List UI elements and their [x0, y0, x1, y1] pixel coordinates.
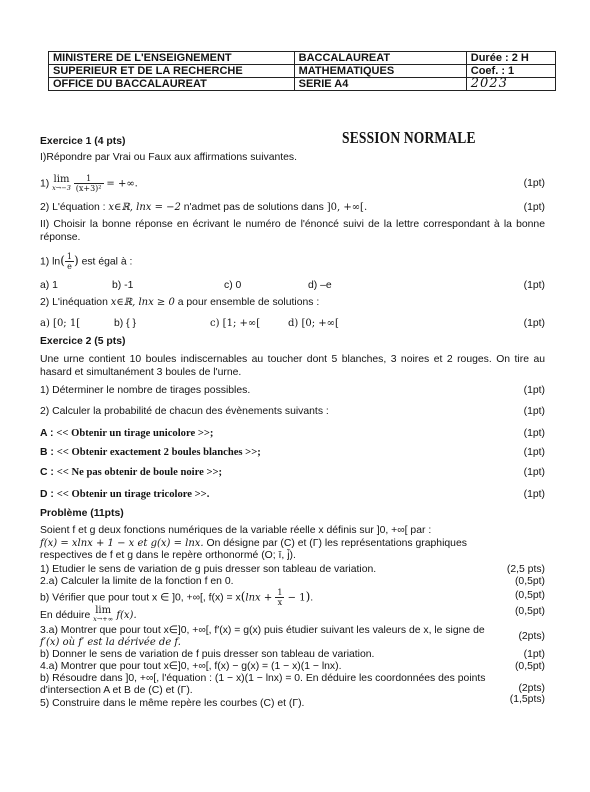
q3-text: est égal à :	[78, 256, 133, 268]
q2c-limit	[93, 606, 113, 624]
frac-den: e	[67, 262, 72, 271]
q-text: b) Donner le sens de variation de f puis dresser son tableau de variation.	[40, 649, 375, 660]
pb-q4a	[40, 661, 545, 674]
q-text: b) Vérifier que pour tout x ∈ ]0, +∞[, f(x) = x	[40, 592, 241, 604]
q-text: f′(x) où f′ est la dérivée de f.	[40, 637, 181, 648]
pb-q2b: b) Vérifier que pour tout x ∈ ]0, +∞[, f(x) = x(lnx + $\frac{1}{x}$ − 1). (0,5pt)	[40, 588, 545, 607]
pb-q2a	[40, 576, 545, 589]
ex2-intro: Une urne contient 10 boules indiscernables au toucher dont 5 blanches, 3 noires et 2 rouges. On tire au hasard et simultanément 3 boules de l'urne.	[40, 354, 545, 378]
ministry-line2: SUPERIEUR ET DE LA RECHERCHE	[49, 65, 295, 78]
points: (2,5 pts)	[506, 564, 545, 575]
ex1-q2	[40, 202, 545, 215]
choice: c) [1; +∞[	[210, 318, 261, 329]
ex1-part1-intro: I)Répondre par Vrai ou Faux aux affirmations suivantes.	[40, 152, 298, 163]
points: (1pt)	[523, 385, 545, 396]
q-math: − 1	[284, 592, 306, 604]
q1-limit	[52, 175, 71, 193]
pb-intro3: respectives de f et g dans le repère orthonormé (O; ī, j̄).	[40, 550, 296, 561]
q4-text: a pour ensemble de solutions :	[174, 297, 320, 308]
serie: SERIE A4	[294, 78, 466, 91]
points: (1pt)	[523, 649, 545, 660]
points: (1pt)	[523, 428, 545, 439]
q-text: 2.a) Calculer la limite de la fonction f en 0.	[40, 576, 234, 587]
pb-q4b: b) Résoudre dans ]0, +∞[, l'équation : (1 − x)(1 − lnx) = 0. En déduire les coordonnées des points	[40, 673, 486, 684]
points: (0,5pt)	[514, 590, 545, 601]
pb-functions: f(x) = xlnx + 1 − x et g(x) = lnx.	[40, 538, 204, 549]
q-text: 2) Calculer la probabilité de chacun des évènements suivants :	[40, 406, 329, 417]
frac-num: 1	[66, 252, 72, 261]
points: (1pt)	[523, 318, 545, 329]
pb-q3b	[40, 649, 545, 662]
pb-q3a: 3.a) Montrer que pour tout x∈]0, +∞[, f′(x) = g(x) puis étudier suivant les valeurs de x, le signe de	[40, 625, 485, 636]
points: (1pt)	[523, 406, 545, 417]
q-text: En déduire	[40, 609, 94, 621]
event-a	[40, 428, 545, 441]
office: OFFICE DU BACCALAUREAT	[49, 78, 295, 91]
choice: d) –e	[308, 280, 332, 291]
q-text: 4.a) Montrer que pour tout x∈]0, +∞[, f(x) − g(x) = (1 − x)(1 − lnx).	[40, 661, 342, 672]
points: (1,5pts)	[509, 694, 545, 705]
frac-num: 1	[277, 588, 283, 597]
ex2-q2	[40, 406, 545, 419]
ex2-q1	[40, 385, 545, 398]
q4-math: x∈ℝ, lnx ≥ 0	[110, 297, 175, 308]
points: (1pt)	[523, 467, 545, 478]
q-math: lnx +	[245, 592, 276, 604]
q1-number: 1)	[40, 178, 50, 190]
q-text: .	[310, 592, 314, 604]
session-title: SESSION NORMALE	[342, 128, 476, 147]
points: (1pt)	[523, 202, 545, 213]
exam-name: BACCALAUREAT	[294, 52, 466, 65]
pb-intro1: Soient f et g deux fonctions numériques de la variable réelle x définis sur ]0, +∞[ par :	[40, 525, 432, 536]
coefficient: Coef. : 1	[466, 65, 555, 78]
points: (1pt)	[523, 178, 545, 189]
lim-word: lim	[95, 605, 112, 616]
choice: b) { }	[114, 318, 136, 329]
header-row	[49, 52, 556, 65]
q2-text: n'admet pas de solutions dans	[180, 202, 327, 213]
choice: a) [0; 1[	[40, 318, 81, 329]
points: (1pt)	[523, 447, 545, 458]
ex1-q4	[40, 297, 545, 310]
duration: Durée : 2 H	[466, 52, 555, 65]
points: (1pt)	[523, 280, 545, 291]
choice: d) [0; +∞[	[288, 318, 339, 329]
event-text: << Obtenir exactement 2 boules blanches >>;	[56, 447, 261, 458]
pb-q3a-line2	[40, 631, 545, 650]
q-text: 5) Construire dans le même repère les courbes (C) et (Γ).	[40, 698, 305, 709]
points: (2pts)	[518, 631, 545, 642]
frac-num: 1	[74, 174, 104, 184]
pb-q1	[40, 564, 545, 577]
event-label: C :	[40, 467, 54, 478]
header-row	[49, 78, 556, 91]
year-cell	[466, 78, 555, 91]
q3-fraction	[65, 252, 74, 271]
event-b	[40, 447, 545, 460]
subject: MATHEMATIQUES	[294, 65, 466, 78]
points: (0,5pt)	[514, 576, 545, 587]
q2-text: 2) L'équation :	[40, 202, 109, 213]
q-text: 1) Etudier le sens de variation de g puis dresser son tableau de variation.	[40, 564, 377, 575]
choice: a) 1	[40, 280, 58, 291]
event-label: B :	[40, 447, 54, 458]
pb-q4b-line2	[40, 685, 545, 698]
problem-title: Problème (11pts)	[40, 508, 124, 519]
q-text: d'intersection A et B de (C) et (Γ).	[40, 685, 193, 696]
ex1-q3: 1) ln( $\frac{1}{e}$ ) est égal à :	[40, 252, 133, 271]
q3-ln: 1) ln	[40, 256, 61, 268]
q-math: f(x).	[113, 609, 137, 621]
pb-intro2	[40, 538, 545, 551]
ex1-part2-intro: II) Choisir la bonne réponse en écrivant le numéro de l'énoncé suivi de la lettre correspondant à la bonne réponse.	[40, 219, 545, 243]
ministry-line1: MINISTERE DE L'ENSEIGNEMENT	[49, 52, 295, 65]
choice: c) 0	[224, 280, 242, 291]
points: (0,5pt)	[514, 661, 545, 672]
event-label: D :	[40, 489, 54, 500]
header-table	[48, 51, 556, 91]
exercise1-title: Exercice 1 (4 pts)	[40, 136, 126, 147]
choice: b) -1	[112, 280, 134, 291]
pb-q5	[40, 694, 545, 711]
points: (1pt)	[523, 489, 545, 500]
points: (0,5pt)	[514, 606, 545, 617]
points: (2pts)	[518, 683, 545, 694]
q-text: 1) Déterminer le nombre de tirages possibles.	[40, 385, 251, 396]
event-text: << Ne pas obtenir de boule noire >>;	[56, 467, 223, 478]
frac-den: x	[277, 598, 283, 607]
pb-text: On désigne par (C) et (Γ) les représentations graphiques	[203, 538, 467, 549]
q2-math: x∈ℝ, lnx = −2	[108, 202, 181, 213]
q2-interval: ]0, +∞[.	[326, 202, 368, 213]
frac-den: (x+3)²	[75, 184, 102, 193]
lim-sub: x→+∞	[93, 615, 114, 623]
event-label: A :	[40, 428, 54, 439]
event-c	[40, 467, 545, 480]
event-text: << Obtenir un tirage unicolore >>;	[56, 428, 214, 439]
exercise2-title: Exercice 2 (5 pts)	[40, 336, 126, 347]
ex1-q1	[40, 174, 545, 193]
event-d	[40, 489, 545, 502]
year-handwritten: 2023	[470, 76, 508, 91]
q4-text: 2) L'inéquation	[40, 297, 111, 308]
lim-sub: x→−3	[52, 183, 71, 192]
event-text: << Obtenir un tirage tricolore >>.	[56, 489, 210, 500]
q1-fraction	[74, 174, 104, 193]
pb-q2c	[40, 606, 545, 624]
lim-word: lim	[53, 173, 70, 185]
q1-tail: = +∞.	[106, 178, 138, 190]
